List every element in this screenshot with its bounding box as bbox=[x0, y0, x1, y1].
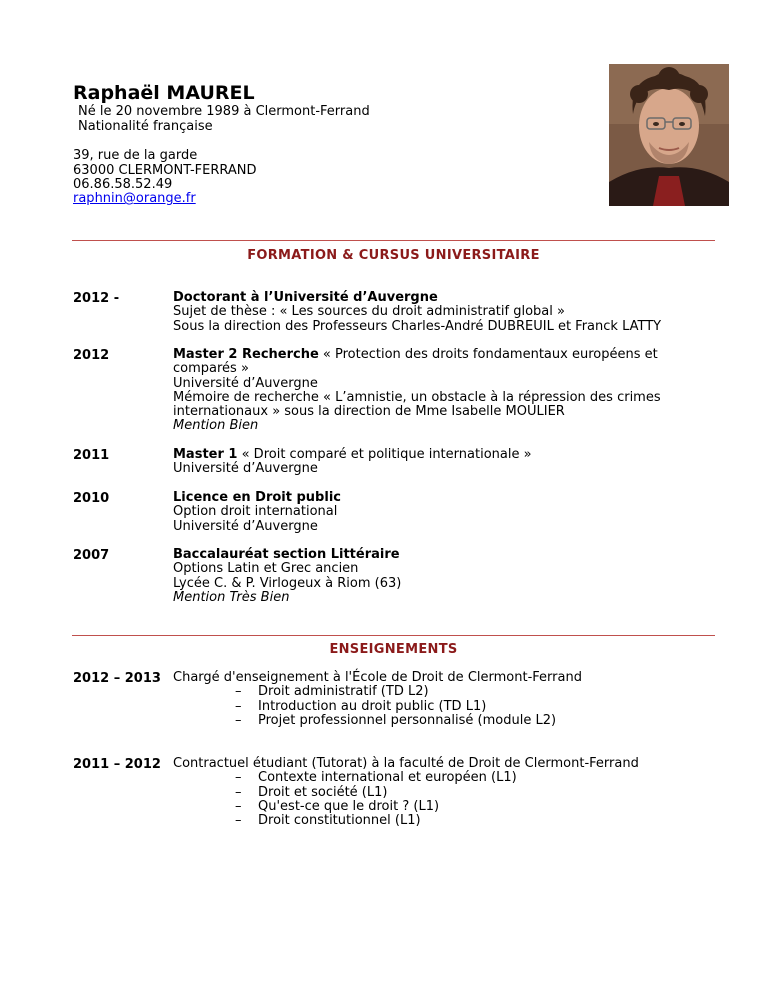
entry-title-line bbox=[173, 448, 693, 462]
year-label: 2011 – 2012 bbox=[73, 757, 161, 772]
teaching-item-label: Introduction au droit public (TD L1) bbox=[258, 698, 487, 714]
dash-marker: – bbox=[235, 698, 242, 714]
email-link[interactable]: raphnin@orange.fr bbox=[73, 191, 196, 206]
entry-line: Option droit international bbox=[173, 504, 338, 520]
teaching-item bbox=[173, 800, 713, 814]
entry-title-rest: « Droit comparé et politique internationale » bbox=[237, 447, 532, 462]
entry-title: Master 1 bbox=[173, 447, 238, 462]
teaching-entry bbox=[173, 757, 713, 828]
entry-title: Baccalauréat section Littéraire bbox=[173, 547, 400, 562]
teaching-intro: Chargé d'enseignement à l'École de Droit de Clermont-Ferrand bbox=[173, 670, 582, 685]
formation-entry bbox=[173, 491, 693, 534]
entry-line: Mémoire de recherche « L’amnistie, un obstacle à la répression des crimes bbox=[173, 389, 661, 405]
teaching-item bbox=[173, 685, 713, 699]
teaching-intro: Contractuel étudiant (Tutorat) à la faculté de Droit de Clermont-Ferrand bbox=[173, 756, 639, 771]
portrait-illustration bbox=[609, 64, 729, 206]
divider-enseignements bbox=[72, 635, 715, 636]
year-label: 2011 bbox=[73, 448, 110, 463]
entry-line: Options Latin et Grec ancien bbox=[173, 561, 359, 577]
formation-entry bbox=[173, 548, 693, 605]
entry-line: Université d’Auvergne bbox=[173, 518, 318, 534]
formation-entry bbox=[173, 448, 693, 477]
year-label: 2012 – 2013 bbox=[73, 671, 161, 686]
teaching-item-label: Droit administratif (TD L2) bbox=[258, 684, 429, 700]
divider-formation bbox=[72, 240, 715, 241]
entry-title: Master 2 Recherche bbox=[173, 347, 319, 362]
teaching-item bbox=[173, 700, 713, 714]
teaching-item-label: Droit constitutionnel (L1) bbox=[258, 813, 421, 829]
teaching-item-label: Projet professionnel personnalisé (module L2) bbox=[258, 712, 557, 728]
dash-marker: – bbox=[235, 712, 242, 728]
entry-line: Sujet de thèse : « Les sources du droit administratif global » bbox=[173, 304, 565, 320]
entry-title: Licence en Droit public bbox=[173, 490, 341, 505]
teaching-item bbox=[173, 786, 713, 800]
dash-marker: – bbox=[235, 798, 242, 814]
formation-entry bbox=[173, 291, 693, 334]
entry-line: internationaux » sous la direction de Mme Isabelle MOULIER bbox=[173, 404, 565, 420]
section-title-formation: FORMATION & CURSUS UNIVERSITAIRE bbox=[247, 248, 540, 263]
section-title-enseignements: ENSEIGNEMENTS bbox=[329, 642, 458, 657]
teaching-item-label: Qu'est-ce que le droit ? (L1) bbox=[258, 798, 440, 814]
phone-number: 06.86.58.52.49 bbox=[73, 177, 173, 192]
entry-title-rest: « Protection des droits fondamentaux européens et bbox=[318, 347, 658, 362]
entry-title-line bbox=[173, 348, 693, 362]
entry-line: Sous la direction des Professeurs Charles-André DUBREUIL et Franck LATTY bbox=[173, 318, 662, 334]
profile-photo bbox=[609, 64, 729, 206]
entry-line: Université d’Auvergne bbox=[173, 375, 318, 391]
teaching-entry bbox=[173, 671, 713, 728]
year-label: 2012 bbox=[73, 348, 110, 363]
birth-info: Né le 20 novembre 1989 à Clermont-Ferrand bbox=[78, 104, 370, 119]
teaching-item-label: Contexte international et européen (L1) bbox=[258, 770, 517, 786]
year-label: 2012 - bbox=[73, 291, 120, 306]
year-label: 2007 bbox=[73, 548, 110, 563]
formation-entry bbox=[173, 348, 693, 434]
dash-marker: – bbox=[235, 684, 242, 700]
nationality: Nationalité française bbox=[78, 119, 213, 134]
entry-mention: Mention Bien bbox=[173, 418, 259, 434]
entry-line: comparés » bbox=[173, 361, 249, 377]
dash-marker: – bbox=[235, 770, 242, 786]
entry-mention: Mention Très Bien bbox=[173, 589, 290, 605]
address-city: 63000 CLERMONT-FERRAND bbox=[73, 163, 257, 178]
year-label: 2010 bbox=[73, 491, 110, 506]
entry-title: Doctorant à l’Université d’Auvergne bbox=[173, 290, 438, 305]
person-name: Raphaël MAUREL bbox=[73, 82, 255, 104]
entry-line: Université d’Auvergne bbox=[173, 461, 318, 477]
teaching-item bbox=[173, 714, 713, 728]
teaching-item-label: Droit et société (L1) bbox=[258, 784, 388, 800]
address-street: 39, rue de la garde bbox=[73, 148, 198, 163]
entry-line: Lycée C. & P. Virlogeux à Riom (63) bbox=[173, 575, 402, 591]
teaching-item bbox=[173, 814, 713, 828]
dash-marker: – bbox=[235, 813, 242, 829]
teaching-item bbox=[173, 771, 713, 785]
dash-marker: – bbox=[235, 784, 242, 800]
